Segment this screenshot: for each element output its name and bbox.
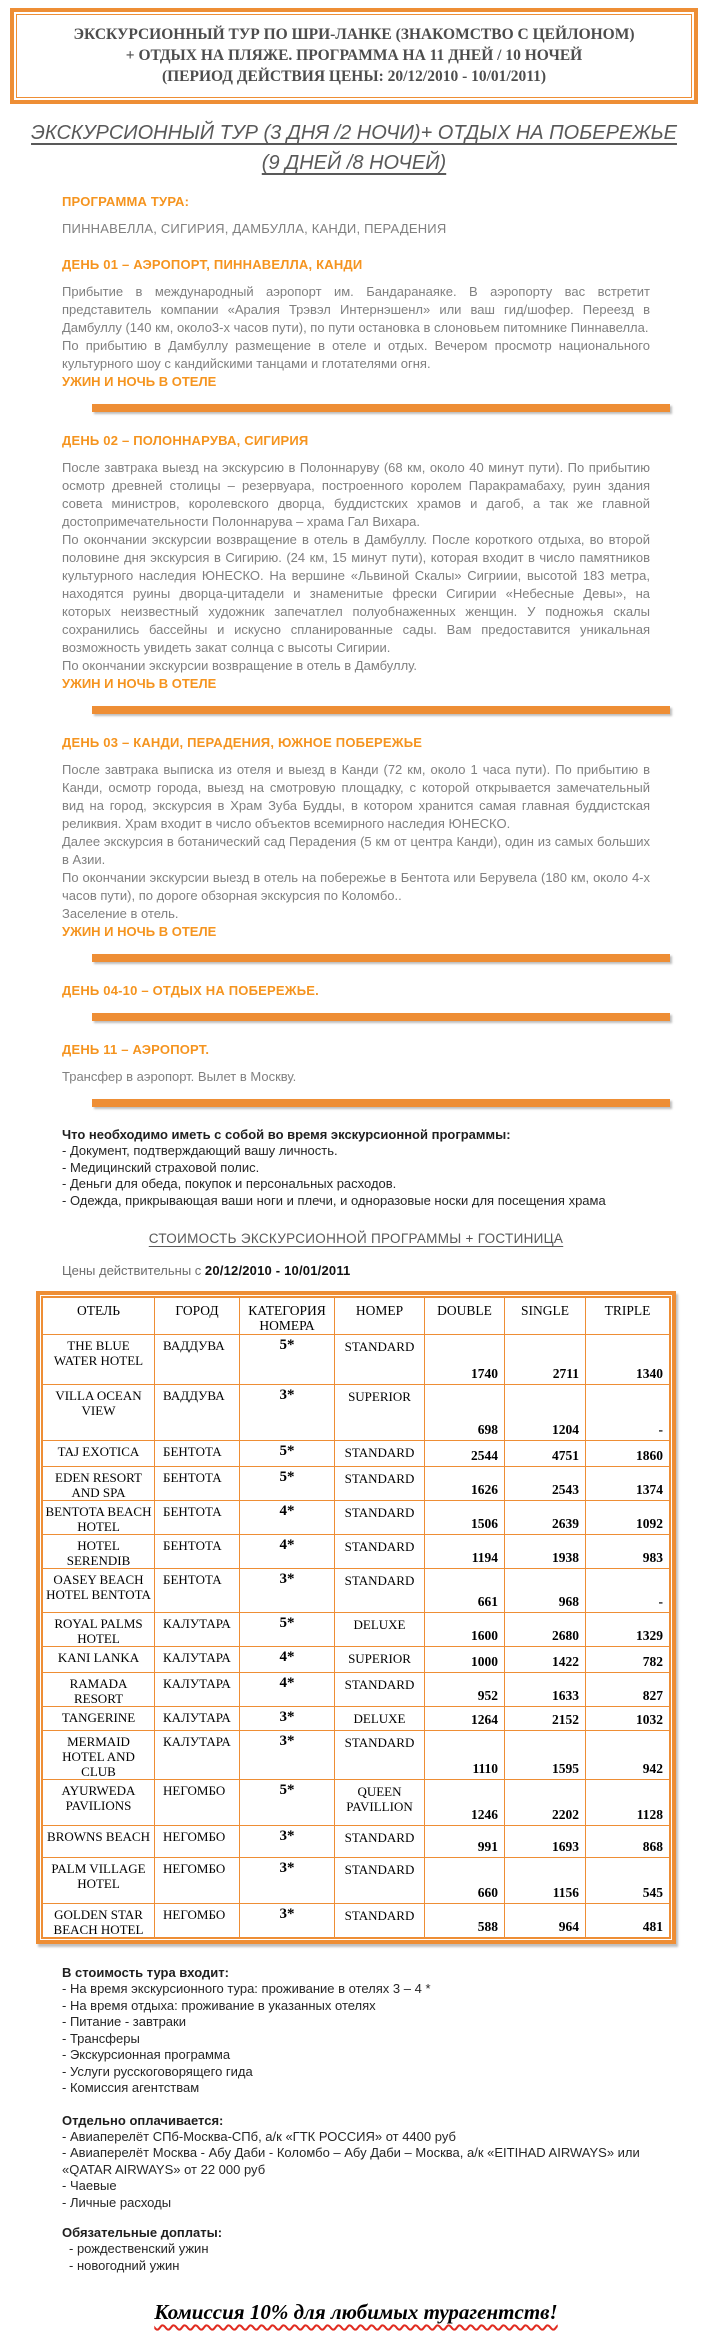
room-cell: STANDARD bbox=[335, 1335, 425, 1385]
room-cell: DELUXE bbox=[335, 1707, 425, 1731]
city-cell: БЕНТОТА bbox=[155, 1467, 240, 1501]
tour-header-box bbox=[10, 8, 698, 104]
double-cell: 952 bbox=[425, 1673, 505, 1707]
day-paragraph: После завтрака выписка из отеля и выезд в Канди (72 км, около 1 часа пути). По прибытию в Канди, осмотр города, выезд на смотровую площадку, с которой открывается замечательный вид на город, экскурсия в Храм Зуба Будды, в котором хранится самая главная буддистская реликвия. Храм входит в число объектов всемирного наследия ЮНЕСКО. bbox=[62, 762, 650, 831]
hotel-cell: MERMAID HOTEL AND CLUB bbox=[43, 1731, 155, 1780]
triple-cell: 827 bbox=[586, 1673, 670, 1707]
extra-item: - Авиаперелёт СПб-Москва-СПб, а/к «ГТК РОССИЯ» от 4400 руб bbox=[62, 2128, 456, 2144]
included-item: - Комиссия агентствам bbox=[62, 2080, 200, 2095]
day-section bbox=[62, 734, 650, 941]
section-divider bbox=[92, 404, 670, 412]
double-cell: 1110 bbox=[425, 1731, 505, 1780]
day-section bbox=[62, 256, 650, 391]
program-label: ПРОГРАММА ТУРА: bbox=[62, 194, 190, 209]
single-cell: 1938 bbox=[505, 1535, 586, 1569]
tour-header-inner bbox=[16, 14, 692, 98]
hotel-cell: GOLDEN STAR BEACH HOTEL bbox=[43, 1904, 155, 1938]
column-header-1: ГОРОД bbox=[155, 1298, 240, 1335]
header-title-line-1: ЭКСКУРСИОННЫЙ ТУР ПО ШРИ-ЛАНКЕ (ЗНАКОМСТВО С ЦЕЙЛОНОМ) bbox=[73, 26, 635, 43]
hotel-cell: BROWNS BEACH bbox=[43, 1826, 155, 1858]
room-cell: STANDARD bbox=[335, 1904, 425, 1938]
day-paragraph: По окончании экскурсии выезд в отель на побережье в Бентота или Берувела (180 км, около 4-х часов пути), по дороге обзорная экскурсия по Коломбо.. bbox=[62, 870, 650, 903]
hotel-cell: HOTEL SERENDIB bbox=[43, 1535, 155, 1569]
triple-cell: 1860 bbox=[586, 1441, 670, 1467]
checklist-items bbox=[62, 1143, 650, 1209]
triple-cell: 782 bbox=[586, 1647, 670, 1673]
section-divider bbox=[92, 706, 670, 714]
column-header-3: НОМЕР bbox=[335, 1298, 425, 1335]
table-row bbox=[43, 1335, 670, 1385]
category-cell: 3* bbox=[240, 1569, 335, 1613]
day-section bbox=[62, 1041, 650, 1086]
table-row bbox=[43, 1441, 670, 1467]
day-heading: ДЕНЬ 02 – ПОЛОННАРУВА, СИГИРИЯ bbox=[62, 433, 309, 448]
room-cell: STANDARD bbox=[335, 1858, 425, 1904]
day-heading: ДЕНЬ 01 – АЭРОПОРТ, ПИННАВЕЛЛА, КАНДИ bbox=[62, 257, 363, 272]
column-header-0: ОТЕЛЬ bbox=[43, 1298, 155, 1335]
double-cell: 1600 bbox=[425, 1613, 505, 1647]
table-row bbox=[43, 1731, 670, 1780]
included-item: - На время отдыха: проживание в указанных отелях bbox=[62, 1997, 376, 2013]
day-section bbox=[62, 432, 650, 693]
column-header-5: SINGLE bbox=[505, 1298, 586, 1335]
single-cell: 964 bbox=[505, 1904, 586, 1938]
day-paragraph: По окончании экскурсии возвращение в отель в Дамбуллу. После короткого отдыха, во второй половине дня экскурсия в Сигирию. (24 км, 15 минут пути), которая входит в число памятников культурного наследия ЮНЕСКО. На вершине «Львиной Скалы» Сигриии, высотой 183 метра, находятся руины дворца-цитадели и знаменитые фрески Сигирии «Небесные Девы», на которых неизвестный художник запечатлел полуобнаженных женщин. У подножья скалы сохранились бассейны и искусно спланированные сады. Вам предоставится уникальная возможность увидеть закат солнца с высоты Сигирии. bbox=[62, 532, 650, 655]
meal-night-note: УЖИН И НОЧЬ В ОТЕЛЕ bbox=[62, 676, 217, 691]
day-paragraph: По прибытию в Дамбуллу размещение в отеле и отдых. Вечером просмотр национального культурного шоу с кандийскими танцами и глотателями огня. bbox=[62, 338, 650, 371]
table-row bbox=[43, 1385, 670, 1441]
meal-night-note: УЖИН И НОЧЬ В ОТЕЛЕ bbox=[62, 374, 217, 389]
single-cell: 968 bbox=[505, 1569, 586, 1613]
table-row bbox=[43, 1707, 670, 1731]
pricing-title: СТОИМОСТЬ ЭКСКУРСИОННОЙ ПРОГРАММЫ + ГОСТИНИЦА bbox=[148, 1231, 564, 1246]
included-items bbox=[62, 1981, 650, 2097]
city-cell: ВАДДУВА bbox=[155, 1335, 240, 1385]
document-content bbox=[0, 194, 708, 2325]
table-row bbox=[43, 1826, 670, 1858]
commission-banner bbox=[62, 2300, 650, 2325]
double-cell: 698 bbox=[425, 1385, 505, 1441]
triple-cell: - bbox=[586, 1385, 670, 1441]
single-cell: 1204 bbox=[505, 1385, 586, 1441]
header-row bbox=[43, 1298, 670, 1335]
price-table-body bbox=[43, 1335, 670, 1938]
checklist-item: - Документ, подтверждающий вашу личность. bbox=[62, 1143, 338, 1158]
subtitle-line-2: (9 ДНЕЙ /8 НОЧЕЙ) bbox=[261, 152, 447, 174]
extra-section bbox=[62, 2112, 650, 2212]
single-cell: 2202 bbox=[505, 1780, 586, 1826]
header-title-line-2: + ОТДЫХ НА ПЛЯЖЕ. ПРОГРАММА НА 11 ДНЕЙ / 10 НОЧЕЙ bbox=[125, 47, 583, 64]
header-title-line-3: (ПЕРИОД ДЕЙСТВИЯ ЦЕНЫ: 20/12/2010 - 10/01/2011) bbox=[161, 68, 547, 85]
category-cell: 3* bbox=[240, 1858, 335, 1904]
room-cell: STANDARD bbox=[335, 1673, 425, 1707]
table-row bbox=[43, 1501, 670, 1535]
category-cell: 3* bbox=[240, 1385, 335, 1441]
column-header-2: КАТЕГОРИЯ НОМЕРА bbox=[240, 1298, 335, 1335]
category-cell: 5* bbox=[240, 1441, 335, 1467]
room-cell: STANDARD bbox=[335, 1467, 425, 1501]
room-cell: QUEEN PAVILLION bbox=[335, 1780, 425, 1826]
day-heading: ДЕНЬ 11 – АЭРОПОРТ. bbox=[62, 1042, 210, 1057]
commission-text: Комиссия 10% для любимых турагентств! bbox=[154, 2300, 558, 2324]
extra-item: - Авиаперелёт Москва - Абу Даби - Коломбо – Абу Даби – Москва, а/к «EITIHAD AIRWAYS» или «QATAR AIRWAYS» от 22 000 руб bbox=[62, 2145, 640, 2177]
day-paragraph: Заселение в отель. bbox=[62, 906, 179, 921]
price-table-frame bbox=[36, 1291, 676, 1944]
room-cell: STANDARD bbox=[335, 1441, 425, 1467]
city-cell: НЕГОМБО bbox=[155, 1904, 240, 1938]
table-row bbox=[43, 1673, 670, 1707]
double-cell: 2544 bbox=[425, 1441, 505, 1467]
room-cell: STANDARD bbox=[335, 1731, 425, 1780]
subtitle-line-1: ЭКСКУРСИОННЫЙ ТУР (3 ДНЯ /2 НОЧИ)+ ОТДЫХ НА ПОБЕРЕЖЬЕ bbox=[31, 122, 677, 144]
hotel-cell: RAMADA RESORT bbox=[43, 1673, 155, 1707]
day-body bbox=[62, 459, 650, 693]
day-paragraph: Прибытие в международный аэропорт им. Бандаранаяке. В аэропорту вас встретит представитель компании «Аралия Трэвэл Интернэшенл» или ваш гид/шофер. Переезд в Дамбуллу (140 км, около3-х часов пути), по пути остановка в слоновьем питомнике Пиннавелла. bbox=[62, 284, 650, 335]
city-cell: НЕГОМБО bbox=[155, 1826, 240, 1858]
triple-cell: - bbox=[586, 1569, 670, 1613]
city-cell: КАЛУТАРА bbox=[155, 1707, 240, 1731]
day-paragraph: Трансфер в аэропорт. Вылет в Москву. bbox=[62, 1069, 297, 1084]
double-cell: 1000 bbox=[425, 1647, 505, 1673]
room-cell: STANDARD bbox=[335, 1535, 425, 1569]
category-cell: 5* bbox=[240, 1335, 335, 1385]
day-paragraph: Далее экскурсия в ботанический сад Перадения (5 км от центра Канди), один из самых больших в Азии. bbox=[62, 834, 650, 867]
triple-cell: 1329 bbox=[586, 1613, 670, 1647]
triple-cell: 481 bbox=[586, 1904, 670, 1938]
city-cell: НЕГОМБО bbox=[155, 1858, 240, 1904]
double-cell: 1264 bbox=[425, 1707, 505, 1731]
hotel-cell: TAJ EXOTICA bbox=[43, 1441, 155, 1467]
day-paragraph: После завтрака выезд на экскурсию в Полоннаруву (68 км, около 40 минут пути). По прибытию осмотр древней столицы – резервуара, построенного королем Паракрамабаху, руин здания совета министров, королевского дворца, буддистских храмов и дагоб, а так же главной достопримечательности Полоннарува – храма Гал Вихара. bbox=[62, 460, 650, 529]
days-container bbox=[62, 256, 650, 1107]
section-divider bbox=[92, 1013, 670, 1021]
single-cell: 1156 bbox=[505, 1858, 586, 1904]
single-cell: 2639 bbox=[505, 1501, 586, 1535]
double-cell: 991 bbox=[425, 1826, 505, 1858]
triple-cell: 942 bbox=[586, 1731, 670, 1780]
hotel-cell: VILLA OCEAN VIEW bbox=[43, 1385, 155, 1441]
included-title: В стоимость тура входит: bbox=[62, 1965, 229, 1980]
single-cell: 1595 bbox=[505, 1731, 586, 1780]
city-cell: ВАДДУВА bbox=[155, 1385, 240, 1441]
single-cell: 2711 bbox=[505, 1335, 586, 1385]
included-item: - Экскурсионная программа bbox=[62, 2047, 231, 2062]
double-cell: 1740 bbox=[425, 1335, 505, 1385]
triple-cell: 868 bbox=[586, 1826, 670, 1858]
category-cell: 5* bbox=[240, 1613, 335, 1647]
page-subtitle bbox=[0, 118, 708, 178]
price-table-header bbox=[43, 1298, 670, 1335]
single-cell: 1633 bbox=[505, 1673, 586, 1707]
validity-dates: 20/12/2010 - 10/01/2011 bbox=[204, 1263, 351, 1278]
category-cell: 3* bbox=[240, 1826, 335, 1858]
triple-cell: 1092 bbox=[586, 1501, 670, 1535]
city-cell: БЕНТОТА bbox=[155, 1501, 240, 1535]
table-row bbox=[43, 1535, 670, 1569]
checklist-item: - Деньги для обеда, покупок и персональных расходов. bbox=[62, 1176, 397, 1191]
meal-night-note: УЖИН И НОЧЬ В ОТЕЛЕ bbox=[62, 924, 217, 939]
category-cell: 5* bbox=[240, 1780, 335, 1826]
validity-prefix: Цены действительны с bbox=[62, 1263, 205, 1278]
included-section bbox=[62, 1964, 650, 2097]
single-cell: 2680 bbox=[505, 1613, 586, 1647]
mandatory-item: - рождественский ужин bbox=[69, 2241, 209, 2256]
day-paragraph: По окончании экскурсии возвращение в отель в Дамбуллу. bbox=[62, 658, 417, 673]
hotel-cell: BENTOTA BEACH HOTEL bbox=[43, 1501, 155, 1535]
day-section bbox=[62, 982, 650, 1000]
city-cell: НЕГОМБО bbox=[155, 1780, 240, 1826]
mandatory-section bbox=[62, 2224, 650, 2274]
mandatory-items bbox=[62, 2241, 650, 2274]
table-row bbox=[43, 1858, 670, 1904]
city-cell: БЕНТОТА bbox=[155, 1569, 240, 1613]
mandatory-item: - новогодний ужин bbox=[69, 2257, 180, 2273]
hotel-cell: EDEN RESORT AND SPA bbox=[43, 1467, 155, 1501]
checklist-section bbox=[62, 1126, 650, 1209]
triple-cell: 545 bbox=[586, 1858, 670, 1904]
checklist-title: Что необходимо иметь с собой во время экскурсионной программы: bbox=[62, 1127, 511, 1142]
day-body bbox=[62, 283, 650, 391]
document-page bbox=[0, 8, 708, 2343]
price-validity bbox=[62, 1263, 650, 1278]
double-cell: 1506 bbox=[425, 1501, 505, 1535]
hotel-cell: AYURWEDA PAVILIONS bbox=[43, 1780, 155, 1826]
single-cell: 2152 bbox=[505, 1707, 586, 1731]
category-cell: 4* bbox=[240, 1673, 335, 1707]
category-cell: 3* bbox=[240, 1707, 335, 1731]
day-heading: ДЕНЬ 04-10 – ОТДЫХ НА ПОБЕРЕЖЬЕ. bbox=[62, 983, 319, 998]
room-cell: SUPERIOR bbox=[335, 1385, 425, 1441]
single-cell: 2543 bbox=[505, 1467, 586, 1501]
table-row bbox=[43, 1467, 670, 1501]
triple-cell: 1340 bbox=[586, 1335, 670, 1385]
category-cell: 3* bbox=[240, 1731, 335, 1780]
hotel-cell: TANGERINE bbox=[43, 1707, 155, 1731]
double-cell: 1194 bbox=[425, 1535, 505, 1569]
city-cell: КАЛУТАРА bbox=[155, 1673, 240, 1707]
program-route: ПИННАВЕЛЛА, СИГИРИЯ, ДАМБУЛЛА, КАНДИ, ПЕРАДЕНИЯ bbox=[62, 221, 447, 236]
checklist-item: - Медицинский страховой полис. bbox=[62, 1159, 260, 1175]
extra-item: - Чаевые bbox=[62, 2178, 117, 2193]
extra-item: - Личные расходы bbox=[62, 2194, 172, 2210]
double-cell: 1246 bbox=[425, 1780, 505, 1826]
hotel-cell: ROYAL PALMS HOTEL bbox=[43, 1613, 155, 1647]
included-item: - На время экскурсионного тура: проживание в отелях 3 – 4 * bbox=[62, 1981, 431, 1996]
hotel-cell: KANI LANKA bbox=[43, 1647, 155, 1673]
triple-cell: 1374 bbox=[586, 1467, 670, 1501]
column-header-4: DOUBLE bbox=[425, 1298, 505, 1335]
double-cell: 588 bbox=[425, 1904, 505, 1938]
table-row bbox=[43, 1780, 670, 1826]
city-cell: БЕНТОТА bbox=[155, 1441, 240, 1467]
category-cell: 5* bbox=[240, 1467, 335, 1501]
day-heading: ДЕНЬ 03 – КАНДИ, ПЕРАДЕНИЯ, ЮЖНОЕ ПОБЕРЕЖЬЕ bbox=[62, 735, 423, 750]
triple-cell: 1032 bbox=[586, 1707, 670, 1731]
hotel-cell: PALM VILLAGE HOTEL bbox=[43, 1858, 155, 1904]
mandatory-title: Обязательные доплаты: bbox=[62, 2225, 223, 2240]
category-cell: 4* bbox=[240, 1501, 335, 1535]
table-row bbox=[43, 1613, 670, 1647]
triple-cell: 983 bbox=[586, 1535, 670, 1569]
table-row bbox=[43, 1647, 670, 1673]
section-divider bbox=[92, 954, 670, 962]
category-cell: 3* bbox=[240, 1904, 335, 1938]
single-cell: 4751 bbox=[505, 1441, 586, 1467]
hotel-cell: OASEY BEACH HOTEL BENTOTA bbox=[43, 1569, 155, 1613]
city-cell: КАЛУТАРА bbox=[155, 1731, 240, 1780]
triple-cell: 1128 bbox=[586, 1780, 670, 1826]
city-cell: КАЛУТАРА bbox=[155, 1647, 240, 1673]
room-cell: STANDARD bbox=[335, 1826, 425, 1858]
included-item: - Питание - завтраки bbox=[62, 2014, 186, 2029]
single-cell: 1422 bbox=[505, 1647, 586, 1673]
table-row bbox=[43, 1904, 670, 1938]
extra-items bbox=[62, 2129, 650, 2212]
city-cell: БЕНТОТА bbox=[155, 1535, 240, 1569]
included-item: - Услуги русскоговорящего гида bbox=[62, 2063, 253, 2079]
single-cell: 1693 bbox=[505, 1826, 586, 1858]
table-row bbox=[43, 1569, 670, 1613]
double-cell: 1626 bbox=[425, 1467, 505, 1501]
price-table-inner-frame bbox=[41, 1296, 671, 1939]
checklist-item: - Одежда, прикрывающая ваши ноги и плечи, и одноразовые носки для посещения храма bbox=[62, 1192, 606, 1208]
room-cell: DELUXE bbox=[335, 1613, 425, 1647]
double-cell: 661 bbox=[425, 1569, 505, 1613]
category-cell: 4* bbox=[240, 1647, 335, 1673]
hotel-cell: THE BLUE WATER HOTEL bbox=[43, 1335, 155, 1385]
city-cell: КАЛУТАРА bbox=[155, 1613, 240, 1647]
included-item: - Трансферы bbox=[62, 2030, 140, 2046]
room-cell: SUPERIOR bbox=[335, 1647, 425, 1673]
room-cell: STANDARD bbox=[335, 1569, 425, 1613]
room-cell: STANDARD bbox=[335, 1501, 425, 1535]
extra-title: Отдельно оплачивается: bbox=[62, 2112, 224, 2128]
price-table bbox=[42, 1297, 670, 1938]
category-cell: 4* bbox=[240, 1535, 335, 1569]
double-cell: 660 bbox=[425, 1858, 505, 1904]
column-header-6: TRIPLE bbox=[586, 1298, 670, 1335]
day-body bbox=[62, 761, 650, 941]
day-body bbox=[62, 1068, 650, 1086]
section-divider bbox=[92, 1099, 670, 1107]
